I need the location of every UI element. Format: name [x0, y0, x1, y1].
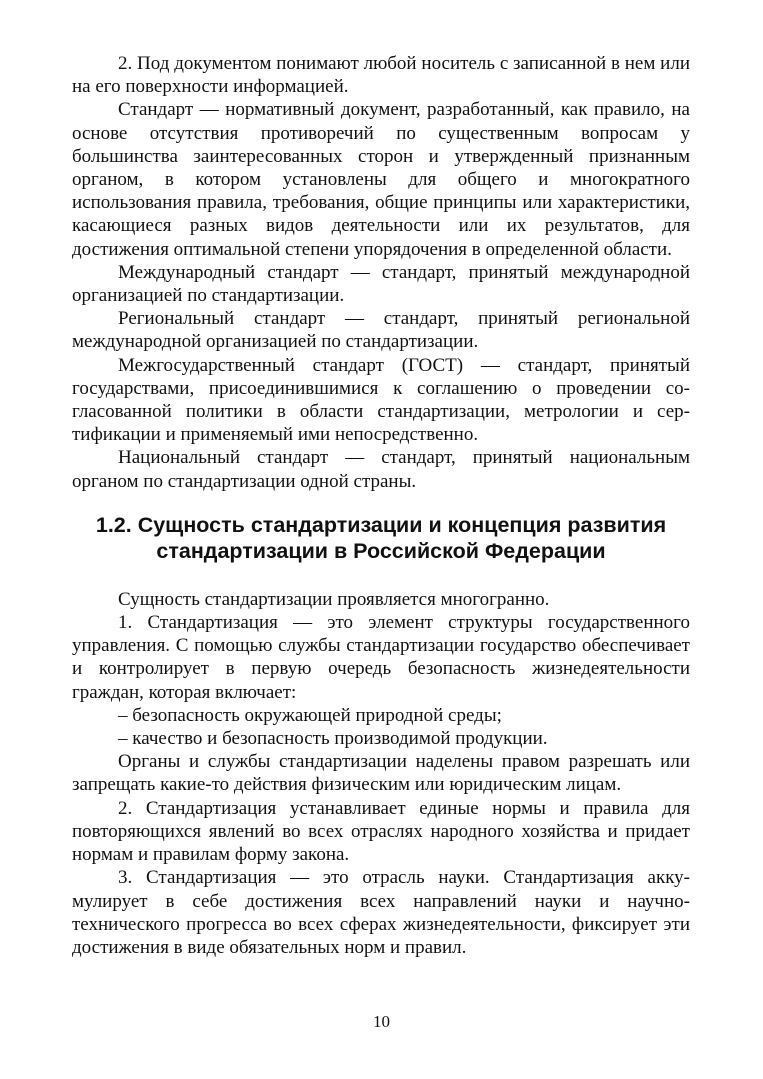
- paragraph-national-standard: Национальный стандарт — стандарт, принятый национальным органом по стандартизации одной страны.: [72, 447, 690, 492]
- document-page: [72, 52, 690, 959]
- paragraph-document-definition: 2. Под документом понимают любой носитель с записанной в нем или на его поверхности информацией.: [72, 53, 690, 98]
- section-heading-line-2: стандартизации в Российской Федерации: [156, 538, 606, 563]
- paragraph-point-1: 1. Стандартизация — это элемент структуры государственного управления. С помощью службы стандартизации государство обеспечивает и контролирует в первую очередь безопасность жизнедеятельности граждан, которая включает:: [72, 612, 690, 703]
- paragraph-interstate-standard: Межгосударственный стандарт (ГОСТ) — стандарт, принятый государствами, присоединившимися к соглашению о проведении согласованной политики в области стандартизации, метрологии и сертификации и применяемый ими непосредственно.: [72, 354, 690, 446]
- paragraph-point-3: 3. Стандартизация — это отрасль науки. Стандартизация аккумулирует в себе достижения всех направлений науки и научно-технического прогресса во всех сферах жизнедеятельности, фиксирует эти достижения в виде обязательных норм и правил.: [72, 867, 690, 958]
- paragraph-authority-rights: Органы и службы стандартизации наделены правом разрешать или запрещать какие-то действия физическим или юридическим лицам.: [72, 751, 690, 796]
- page-number: 10: [373, 1012, 390, 1031]
- list-item-environment-safety: – безопасность окружающей природной среды;: [118, 704, 502, 726]
- paragraph-essence-intro: Сущность стандартизации проявляется многогранно.: [118, 588, 550, 610]
- paragraph-point-2: 2. Стандартизация устанавливает единые нормы и правила для повторяющихся явлений во всех отраслях народного хозяйства и придает нормам и правилам форму закона.: [72, 797, 690, 866]
- paragraph-international-standard: Международный стандарт — стандарт, принятый международной организацией по стандартизации.: [72, 261, 690, 307]
- list-item-product-quality: – качество и безопасность производимой продукции.: [118, 728, 548, 750]
- section-heading-line-1: 1.2. Сущность стандартизации и концепция развития: [95, 512, 667, 537]
- paragraph-regional-standard: Региональный стандарт — стандарт, принятый региональной международной организацией по стандартизации.: [72, 308, 690, 353]
- section-heading: [72, 512, 690, 564]
- paragraph-standard-definition: Стандарт — нормативный документ, разработанный, как правило, на основе отсутствия противоречий по существенным вопросам у большинства заинтересованных сторон и утвержденный признанным органом, в котором установлены для общего и многократного использования правила, требования, общие принципы или характеристики, касающиеся разных видов деятельности или их результатов, для достижения оптимальной степени упорядочения в определенной области.: [72, 99, 690, 260]
